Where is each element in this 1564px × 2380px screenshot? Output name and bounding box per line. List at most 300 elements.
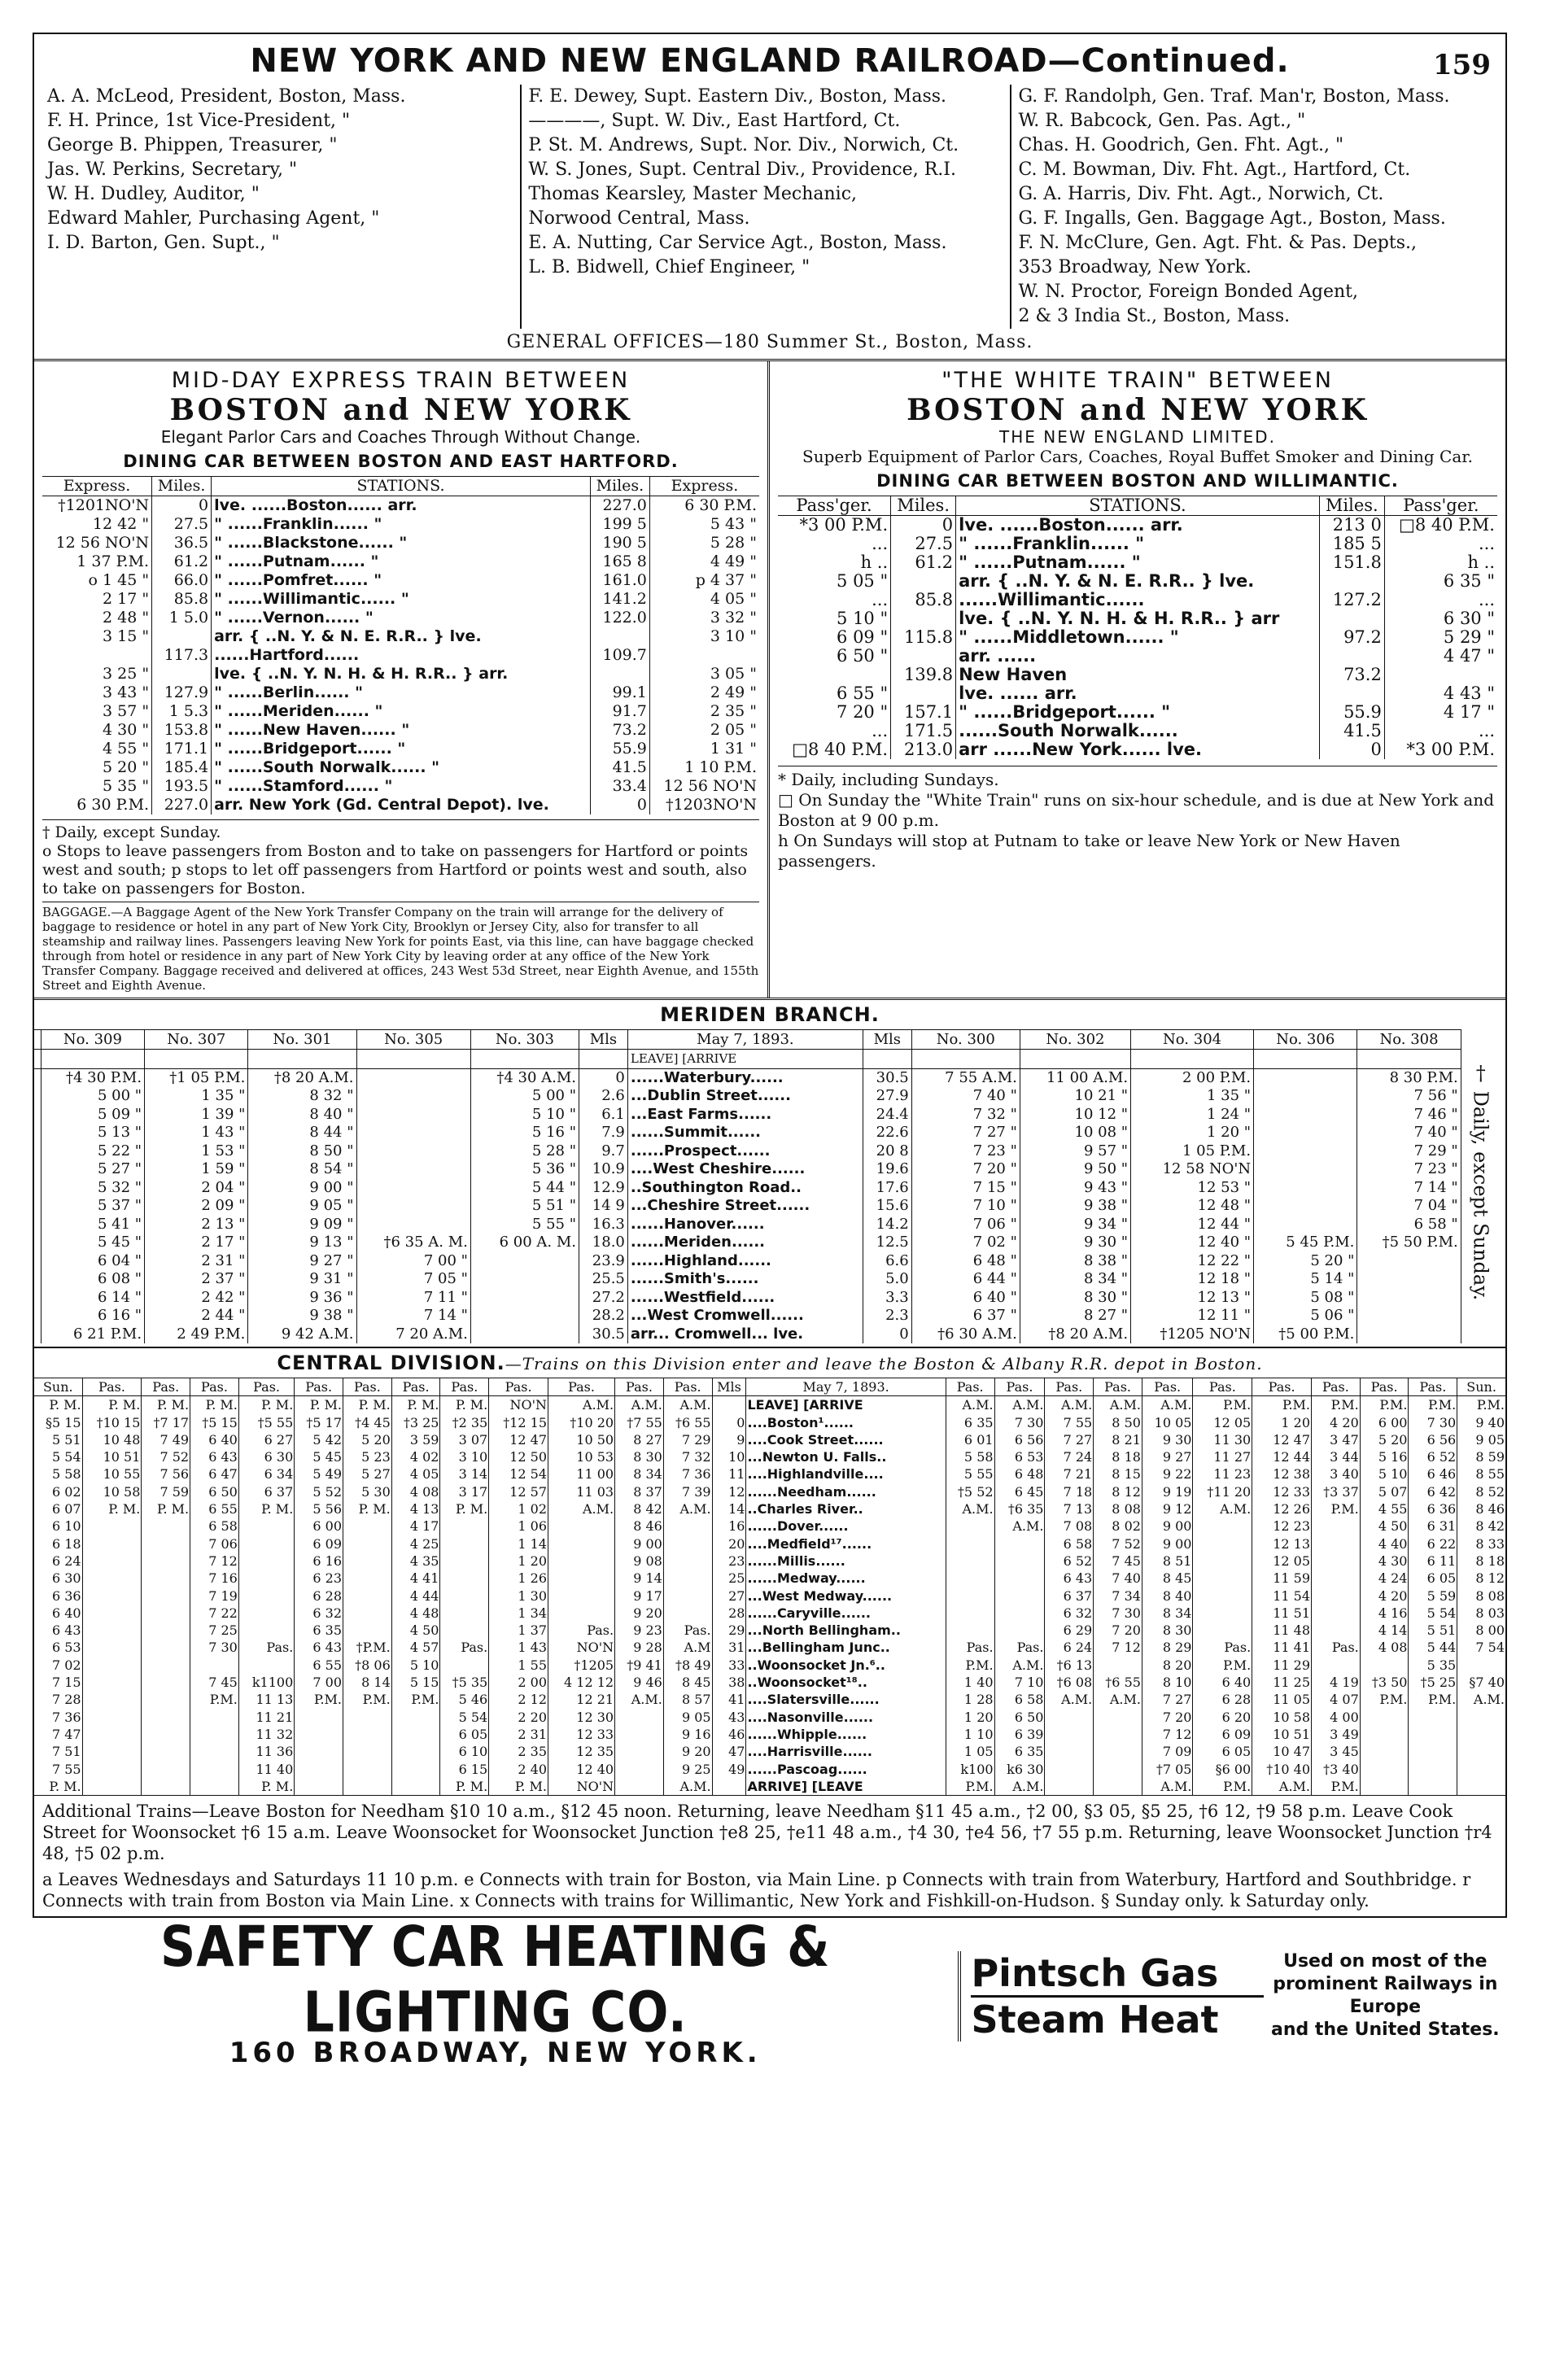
column-header: Express. — [42, 477, 152, 496]
table-cell: 5 42 — [295, 1431, 343, 1448]
table-cell — [946, 1570, 994, 1587]
table-cell: 73.2 — [1319, 666, 1384, 684]
table-cell: 9 30 " — [1020, 1234, 1130, 1252]
table-cell: 30.5 — [579, 1325, 628, 1344]
table-cell: 8 57 — [663, 1691, 712, 1708]
table-cell: †8 20 A.M. — [1020, 1325, 1130, 1344]
page-title: NEW YORK AND NEW ENGLAND RAILROAD—Continued. — [250, 42, 1290, 80]
table-cell: 2 44 " — [145, 1307, 248, 1325]
table-cell: 7 20 " — [911, 1160, 1020, 1179]
table-cell: 6 30 — [238, 1448, 294, 1465]
table-cell: 6 55 " — [837, 683, 889, 703]
table-cell — [34, 1197, 41, 1216]
table-cell: †8 49 — [663, 1657, 712, 1674]
table-cell: 6 23 — [295, 1570, 343, 1587]
table-cell: 91.7 — [590, 702, 649, 721]
table-cell: 6 58 — [994, 1691, 1045, 1708]
table-cell — [946, 1587, 994, 1605]
table-cell: 7 40 — [1094, 1570, 1142, 1587]
table-row — [42, 646, 759, 665]
table-cell: 190 5 — [590, 534, 649, 552]
table-cell — [190, 1657, 239, 1674]
table-cell: P.M. — [295, 1691, 343, 1708]
table-cell: 12.5 — [863, 1234, 911, 1252]
table-cell: 199 5 — [590, 515, 649, 534]
table-row — [42, 496, 759, 516]
table-cell: 7 51 — [51, 1744, 81, 1760]
table-cell: 6 42 — [1409, 1483, 1457, 1500]
table-cell: 1 40 — [946, 1674, 994, 1691]
table-cell: ....Nasonville...... — [746, 1709, 946, 1726]
table-cell: P. M. — [49, 1778, 81, 1794]
table-cell: 6 35 — [994, 1743, 1045, 1760]
table-cell: 12 44 " — [1131, 1216, 1254, 1234]
table-cell — [34, 1068, 41, 1087]
table-cell: 27.5 — [891, 535, 956, 553]
table-cell: 24.4 — [863, 1106, 911, 1124]
column-header: Miles. — [891, 496, 956, 516]
table-cell — [891, 609, 956, 628]
table-cell: 12 13 — [1252, 1535, 1312, 1552]
table-cell — [82, 1761, 142, 1778]
table-cell: †6 35 A. M. — [356, 1234, 470, 1252]
table-cell: 6 44 " — [911, 1270, 1020, 1289]
table-cell: §5 15 — [45, 1414, 81, 1430]
table-cell: 5 06 " — [1254, 1307, 1357, 1325]
table-cell: 41 — [712, 1691, 746, 1708]
table-cell: †3 40 — [1312, 1761, 1361, 1778]
table-cell: 7 59 — [142, 1483, 190, 1500]
officers-column-1 — [41, 85, 522, 329]
table-row — [34, 1307, 1461, 1325]
table-cell: 23 — [712, 1552, 746, 1570]
table-cell: 6 22 — [1409, 1535, 1457, 1552]
text-line: h On Sundays will stop at Putnam to take or leave New York or New Haven passengers. — [778, 831, 1400, 871]
table-cell: 3 05 " — [649, 665, 759, 683]
table-cell: 9.7 — [579, 1142, 628, 1161]
table-cell: 8 44 " — [248, 1124, 356, 1142]
table-cell: 5 29 " — [1384, 628, 1497, 647]
table-cell: 4 08 — [1360, 1639, 1409, 1656]
table-cell: 6 55 — [295, 1657, 343, 1674]
table-cell: 5 08 " — [1254, 1289, 1357, 1308]
table-cell: 11 30 — [1193, 1431, 1252, 1448]
table-cell: 6.1 — [579, 1106, 628, 1124]
table-cell: 171.1 — [152, 740, 212, 758]
table-cell — [343, 1743, 392, 1760]
table-cell: 49 — [712, 1761, 746, 1778]
midday-express-panel — [34, 361, 770, 998]
table-cell — [343, 1552, 392, 1570]
table-cell: 10 53 — [548, 1448, 615, 1465]
table-cell: P.M. — [1312, 1778, 1361, 1795]
table-cell: 6 04 " — [41, 1252, 144, 1271]
table-row — [34, 1216, 1461, 1234]
table-cell — [1254, 1142, 1357, 1161]
text-line: † Daily, except Sunday. — [42, 823, 221, 841]
table-cell: 213 0 — [1319, 516, 1384, 535]
table-cell: 117.3 — [152, 646, 212, 665]
table-cell: 7 56 " — [1357, 1087, 1461, 1106]
table-cell: 9 05 " — [248, 1197, 356, 1216]
table-cell: †5 55 — [238, 1414, 294, 1431]
table-cell: 2 37 " — [145, 1270, 248, 1289]
table-cell: 5 13 " — [41, 1124, 144, 1142]
table-cell: 12 05 — [1252, 1552, 1312, 1570]
table-row — [42, 777, 759, 796]
table-cell — [994, 1535, 1045, 1552]
table-cell — [470, 1325, 579, 1344]
table-cell — [1312, 1570, 1361, 1587]
table-cell: P.M. — [1360, 1396, 1409, 1414]
table-cell: †8 06 — [343, 1657, 392, 1674]
column-subheader — [579, 1050, 628, 1069]
table-cell: 6 09 " — [837, 627, 889, 647]
table-cell: 7 32 — [663, 1448, 712, 1465]
table-cell: 7 32 " — [911, 1106, 1020, 1124]
table-cell: 12 35 — [548, 1743, 615, 1760]
table-cell — [1360, 1709, 1409, 1726]
table-cell: 23.9 — [579, 1252, 628, 1271]
table-cell: 157.1 — [891, 703, 956, 722]
table-cell — [142, 1518, 190, 1535]
table-cell: 6 37 " — [911, 1307, 1020, 1325]
table-cell — [778, 666, 891, 684]
table-cell: 6 58 — [190, 1518, 239, 1535]
table-cell: 1 30 — [489, 1587, 548, 1605]
table-cell: 5 54 — [440, 1709, 489, 1726]
table-cell: 4 24 — [1360, 1570, 1409, 1587]
table-cell: 10 48 — [82, 1431, 142, 1448]
table-cell: 7 23 " — [911, 1142, 1020, 1161]
table-cell: 9 25 — [663, 1761, 712, 1778]
table-cell: 5 05 " — [837, 571, 889, 591]
table-cell: 9 27 — [1142, 1448, 1193, 1465]
table-cell: 5 44 — [1409, 1639, 1457, 1656]
table-cell: 8 40 " — [248, 1106, 356, 1124]
table-cell: 12 50 — [489, 1448, 548, 1465]
table-cell: arr... Cromwell... lve. — [627, 1325, 863, 1344]
table-row — [34, 1160, 1461, 1179]
table-cell: 4 50 — [391, 1622, 440, 1639]
advertiser-name: SAFETY CAR HEATING & LIGHTING CO. — [160, 1914, 831, 2046]
table-cell: 6 09 — [1193, 1726, 1252, 1743]
table-row — [34, 1124, 1461, 1142]
table-cell: 4 14 — [1360, 1622, 1409, 1639]
table-cell — [548, 1605, 615, 1622]
table-cell: 7 45 — [190, 1674, 239, 1691]
table-cell: 16.3 — [579, 1216, 628, 1234]
table-cell — [356, 1087, 470, 1106]
table-row — [34, 1431, 1505, 1448]
table-cell: P.M. — [946, 1778, 994, 1795]
table-cell: 4 25 — [391, 1535, 440, 1552]
column-header: Pas. — [946, 1378, 994, 1396]
table-cell: 8 37 — [615, 1483, 664, 1500]
table-cell — [440, 1587, 489, 1605]
table-cell — [663, 1587, 712, 1605]
table-row — [778, 609, 1497, 628]
table-cell: †5 17 — [295, 1414, 343, 1431]
table-cell: 7 14 " — [356, 1307, 470, 1325]
table-cell: A.M. — [1193, 1500, 1252, 1518]
table-cell: 11 21 — [238, 1709, 294, 1726]
midday-notes — [42, 819, 759, 898]
table-cell: 0 — [152, 496, 212, 516]
table-cell: □8 40 P.M. — [792, 740, 889, 759]
table-cell: 12 33 — [1252, 1483, 1312, 1500]
column-header: Miles. — [590, 477, 649, 496]
column-header: Pas. — [994, 1378, 1045, 1396]
table-cell: 7 08 — [1045, 1518, 1094, 1535]
table-cell — [391, 1726, 440, 1743]
table-cell: †7 05 — [1142, 1761, 1193, 1778]
table-cell: 20 8 — [863, 1142, 911, 1161]
table-cell — [34, 1142, 41, 1161]
table-cell: 5 45 P.M. — [1254, 1234, 1357, 1252]
table-cell: 4 57 — [391, 1639, 440, 1656]
table-cell — [190, 1743, 239, 1760]
table-cell: 4 05 " — [649, 590, 759, 609]
midday-dining-note: DINING CAR BETWEEN BOSTON AND EAST HARTFORD. — [123, 452, 679, 471]
table-cell: 4 12 12 — [548, 1674, 615, 1691]
table-cell — [356, 1142, 470, 1161]
table-cell — [34, 1179, 41, 1198]
table-row — [34, 1197, 1461, 1216]
column-header: Pas. — [1142, 1378, 1193, 1396]
table-cell — [152, 665, 212, 683]
table-cell: 6 07 — [51, 1501, 81, 1518]
table-cell: 8 34 — [615, 1465, 664, 1483]
table-cell: †1 05 P.M. — [145, 1068, 248, 1087]
table-cell — [82, 1657, 142, 1674]
table-cell: 3 10 " — [649, 627, 759, 646]
product-pintsch-gas: Pintsch Gas — [971, 1951, 1263, 1998]
table-row — [34, 1448, 1505, 1465]
table-cell — [1360, 1726, 1409, 1743]
table-cell: Pas. — [1193, 1639, 1252, 1656]
table-cell: P. M. — [343, 1500, 392, 1518]
table-cell: 5 00 " — [470, 1087, 579, 1106]
table-cell: 66.0 — [152, 571, 212, 590]
table-cell: 8 30 — [1142, 1622, 1193, 1639]
table-cell: 3 07 — [440, 1431, 489, 1448]
table-cell: †5 52 — [946, 1483, 994, 1500]
table-cell — [295, 1709, 343, 1726]
products-block — [958, 1951, 1263, 2042]
table-cell: 8 33 — [1457, 1535, 1505, 1552]
table-cell — [238, 1570, 294, 1587]
table-cell: 12 23 — [1252, 1518, 1312, 1535]
column-header: Pas. — [238, 1378, 294, 1396]
table-cell: 11 05 — [1252, 1691, 1312, 1708]
table-cell: 5 28 " — [470, 1142, 579, 1161]
table-cell — [42, 646, 152, 665]
table-cell: 3 32 " — [649, 609, 759, 627]
column-header: No. 305 — [356, 1030, 470, 1050]
table-cell: 4 35 — [391, 1552, 440, 1570]
table-cell: 8 42 — [615, 1500, 664, 1518]
table-cell: 7 25 — [190, 1622, 239, 1639]
table-cell: " ......Bridgeport...... " — [956, 703, 1320, 722]
table-cell: 27.9 — [863, 1087, 911, 1106]
table-cell: 41.5 — [590, 758, 649, 777]
table-cell: P.M. — [1252, 1396, 1312, 1414]
table-cell — [663, 1605, 712, 1622]
text-line: F. H. Prince, 1st Vice-President, " — [47, 111, 351, 131]
table-cell: 6 27 — [238, 1431, 294, 1448]
table-cell: 4 41 — [391, 1570, 440, 1587]
text-line: George B. Phippen, Treasurer, " — [47, 135, 338, 155]
table-cell — [1319, 647, 1384, 666]
table-cell: ......Highland...... — [627, 1252, 863, 1271]
table-cell: 27.5 — [152, 515, 212, 534]
text-line: 2 & 3 India St., Boston, Mass. — [1018, 306, 1291, 326]
table-cell: 12 58 NO'N — [1131, 1160, 1254, 1179]
table-row — [34, 1483, 1505, 1500]
table-cell: ...Dublin Street...... — [627, 1087, 863, 1106]
table-cell: 3 25 " — [102, 665, 150, 683]
table-cell — [142, 1535, 190, 1552]
table-cell: A.M. — [663, 1778, 712, 1795]
table-cell: 11 00 A.M. — [1020, 1068, 1130, 1087]
table-cell: 4 50 — [1360, 1518, 1409, 1535]
table-cell: 1 02 — [489, 1500, 548, 1518]
table-cell: 12 47 — [489, 1431, 548, 1448]
table-cell: P. M. — [82, 1500, 142, 1518]
table-cell: ......Summit...... — [627, 1124, 863, 1142]
table-cell: †10 15 — [82, 1414, 142, 1431]
table-cell: 14 — [712, 1500, 746, 1518]
table-cell: P.M. — [190, 1691, 239, 1708]
table-cell: 6 18 — [51, 1535, 81, 1552]
table-cell: †6 08 — [1045, 1674, 1094, 1691]
table-cell: 6 47 — [190, 1465, 239, 1483]
table-cell: 5 45 — [295, 1448, 343, 1465]
table-cell — [82, 1691, 142, 1708]
midday-timetable — [42, 476, 759, 814]
table-cell: ......Smith's...... — [627, 1270, 863, 1289]
table-cell: 9 16 — [663, 1726, 712, 1743]
table-cell — [1045, 1778, 1094, 1795]
table-cell: 6 30 " — [1384, 609, 1497, 628]
table-cell: 5 10 " — [470, 1106, 579, 1124]
column-header: No. 306 — [1254, 1030, 1357, 1050]
table-cell: o 1 45 " — [88, 571, 150, 589]
advertiser-block — [33, 1914, 958, 2070]
table-cell — [548, 1552, 615, 1570]
table-cell: 1 24 " — [1131, 1106, 1254, 1124]
table-cell: 6 05 — [1409, 1570, 1457, 1587]
table-cell: 7 36 — [51, 1709, 81, 1725]
table-cell — [590, 627, 649, 646]
table-header-row — [34, 1378, 1505, 1396]
table-cell: 6 50 — [190, 1483, 239, 1500]
table-cell: 6 29 — [1045, 1622, 1094, 1639]
table-cell: 193.5 — [152, 777, 212, 796]
table-cell: 3 10 — [440, 1448, 489, 1465]
table-cell — [343, 1726, 392, 1743]
table-cell: 7 55 — [51, 1761, 81, 1777]
table-cell: 8 59 — [1457, 1448, 1505, 1465]
table-cell: 31 — [712, 1639, 746, 1656]
column-header: Pas. — [82, 1378, 142, 1396]
table-cell — [1045, 1726, 1094, 1743]
table-cell: †5 50 P.M. — [1357, 1234, 1461, 1252]
table-cell: 5 49 — [295, 1465, 343, 1483]
table-cell: 5 37 " — [41, 1197, 144, 1216]
table-cell: 4 30 — [1360, 1552, 1409, 1570]
column-header: Pas. — [343, 1378, 392, 1396]
table-cell: " ......Meriden...... " — [212, 702, 591, 721]
table-cell: 1 37 P.M. — [76, 552, 150, 570]
table-cell: ....Slatersville...... — [746, 1691, 946, 1708]
column-header: Pas. — [663, 1378, 712, 1396]
table-cell — [34, 1270, 41, 1289]
text-line: W. S. Jones, Supt. Central Div., Providence, R.I. — [528, 159, 956, 180]
table-cell: ...North Bellingham.. — [746, 1622, 946, 1639]
table-cell: 2 17 " — [102, 590, 150, 608]
table-cell: 5 30 — [343, 1483, 392, 1500]
table-cell — [891, 572, 956, 591]
table-cell: 10 58 — [1252, 1709, 1312, 1726]
table-cell: P.M. — [1409, 1691, 1457, 1708]
text-line: C. M. Bowman, Div. Fht. Agt., Hartford, Ct. — [1018, 159, 1411, 180]
table-cell: 4 55 — [1360, 1500, 1409, 1518]
table-cell: 10.9 — [579, 1160, 628, 1179]
table-cell: †5 35 — [440, 1674, 489, 1691]
table-cell: 12 13 " — [1131, 1289, 1254, 1308]
table-cell: A.M. — [615, 1691, 664, 1708]
column-header: Pass'ger. — [1384, 496, 1497, 516]
table-cell — [440, 1605, 489, 1622]
table-cell: 8 18 — [1457, 1552, 1505, 1570]
table-cell — [470, 1252, 579, 1271]
table-row — [34, 1657, 1505, 1674]
table-cell: 5 00 " — [41, 1087, 144, 1106]
table-row — [34, 1465, 1505, 1483]
table-cell: 9 20 — [615, 1605, 664, 1622]
table-cell: 8 52 — [1457, 1483, 1505, 1500]
table-cell: P. M. — [238, 1500, 294, 1518]
table-cell: 5 10 — [391, 1657, 440, 1674]
table-cell: 5 43 " — [649, 515, 759, 534]
table-cell: P. M. — [190, 1396, 239, 1414]
table-cell: 11 51 — [1252, 1605, 1312, 1622]
table-cell — [1457, 1778, 1505, 1795]
table-cell: □8 40 P.M. — [1384, 516, 1497, 535]
table-cell: lve. ......Boston...... arr. — [956, 516, 1320, 535]
table-cell: 5 58 — [51, 1466, 81, 1483]
table-cell: 8 30 — [615, 1448, 664, 1465]
table-cell — [82, 1535, 142, 1552]
table-cell: 3 43 " — [102, 683, 150, 701]
table-cell: †9 41 — [615, 1657, 664, 1674]
table-cell: 3 59 — [391, 1431, 440, 1448]
table-cell — [343, 1535, 392, 1552]
table-cell: 46 — [712, 1726, 746, 1743]
column-header: Pas. — [440, 1378, 489, 1396]
table-cell: arr. New York (Gd. Central Depot). lve. — [212, 796, 591, 814]
table-cell: 9 — [712, 1431, 746, 1448]
table-cell: A.M. — [1094, 1691, 1142, 1708]
table-cell: 97.2 — [1319, 628, 1384, 647]
table-cell: 5 10 — [1360, 1465, 1409, 1483]
table-cell: 1 35 " — [1131, 1087, 1254, 1106]
table-cell: 3 44 — [1312, 1448, 1361, 1465]
table-cell: 9 40 — [1457, 1414, 1505, 1431]
table-header-row — [34, 1030, 1461, 1050]
